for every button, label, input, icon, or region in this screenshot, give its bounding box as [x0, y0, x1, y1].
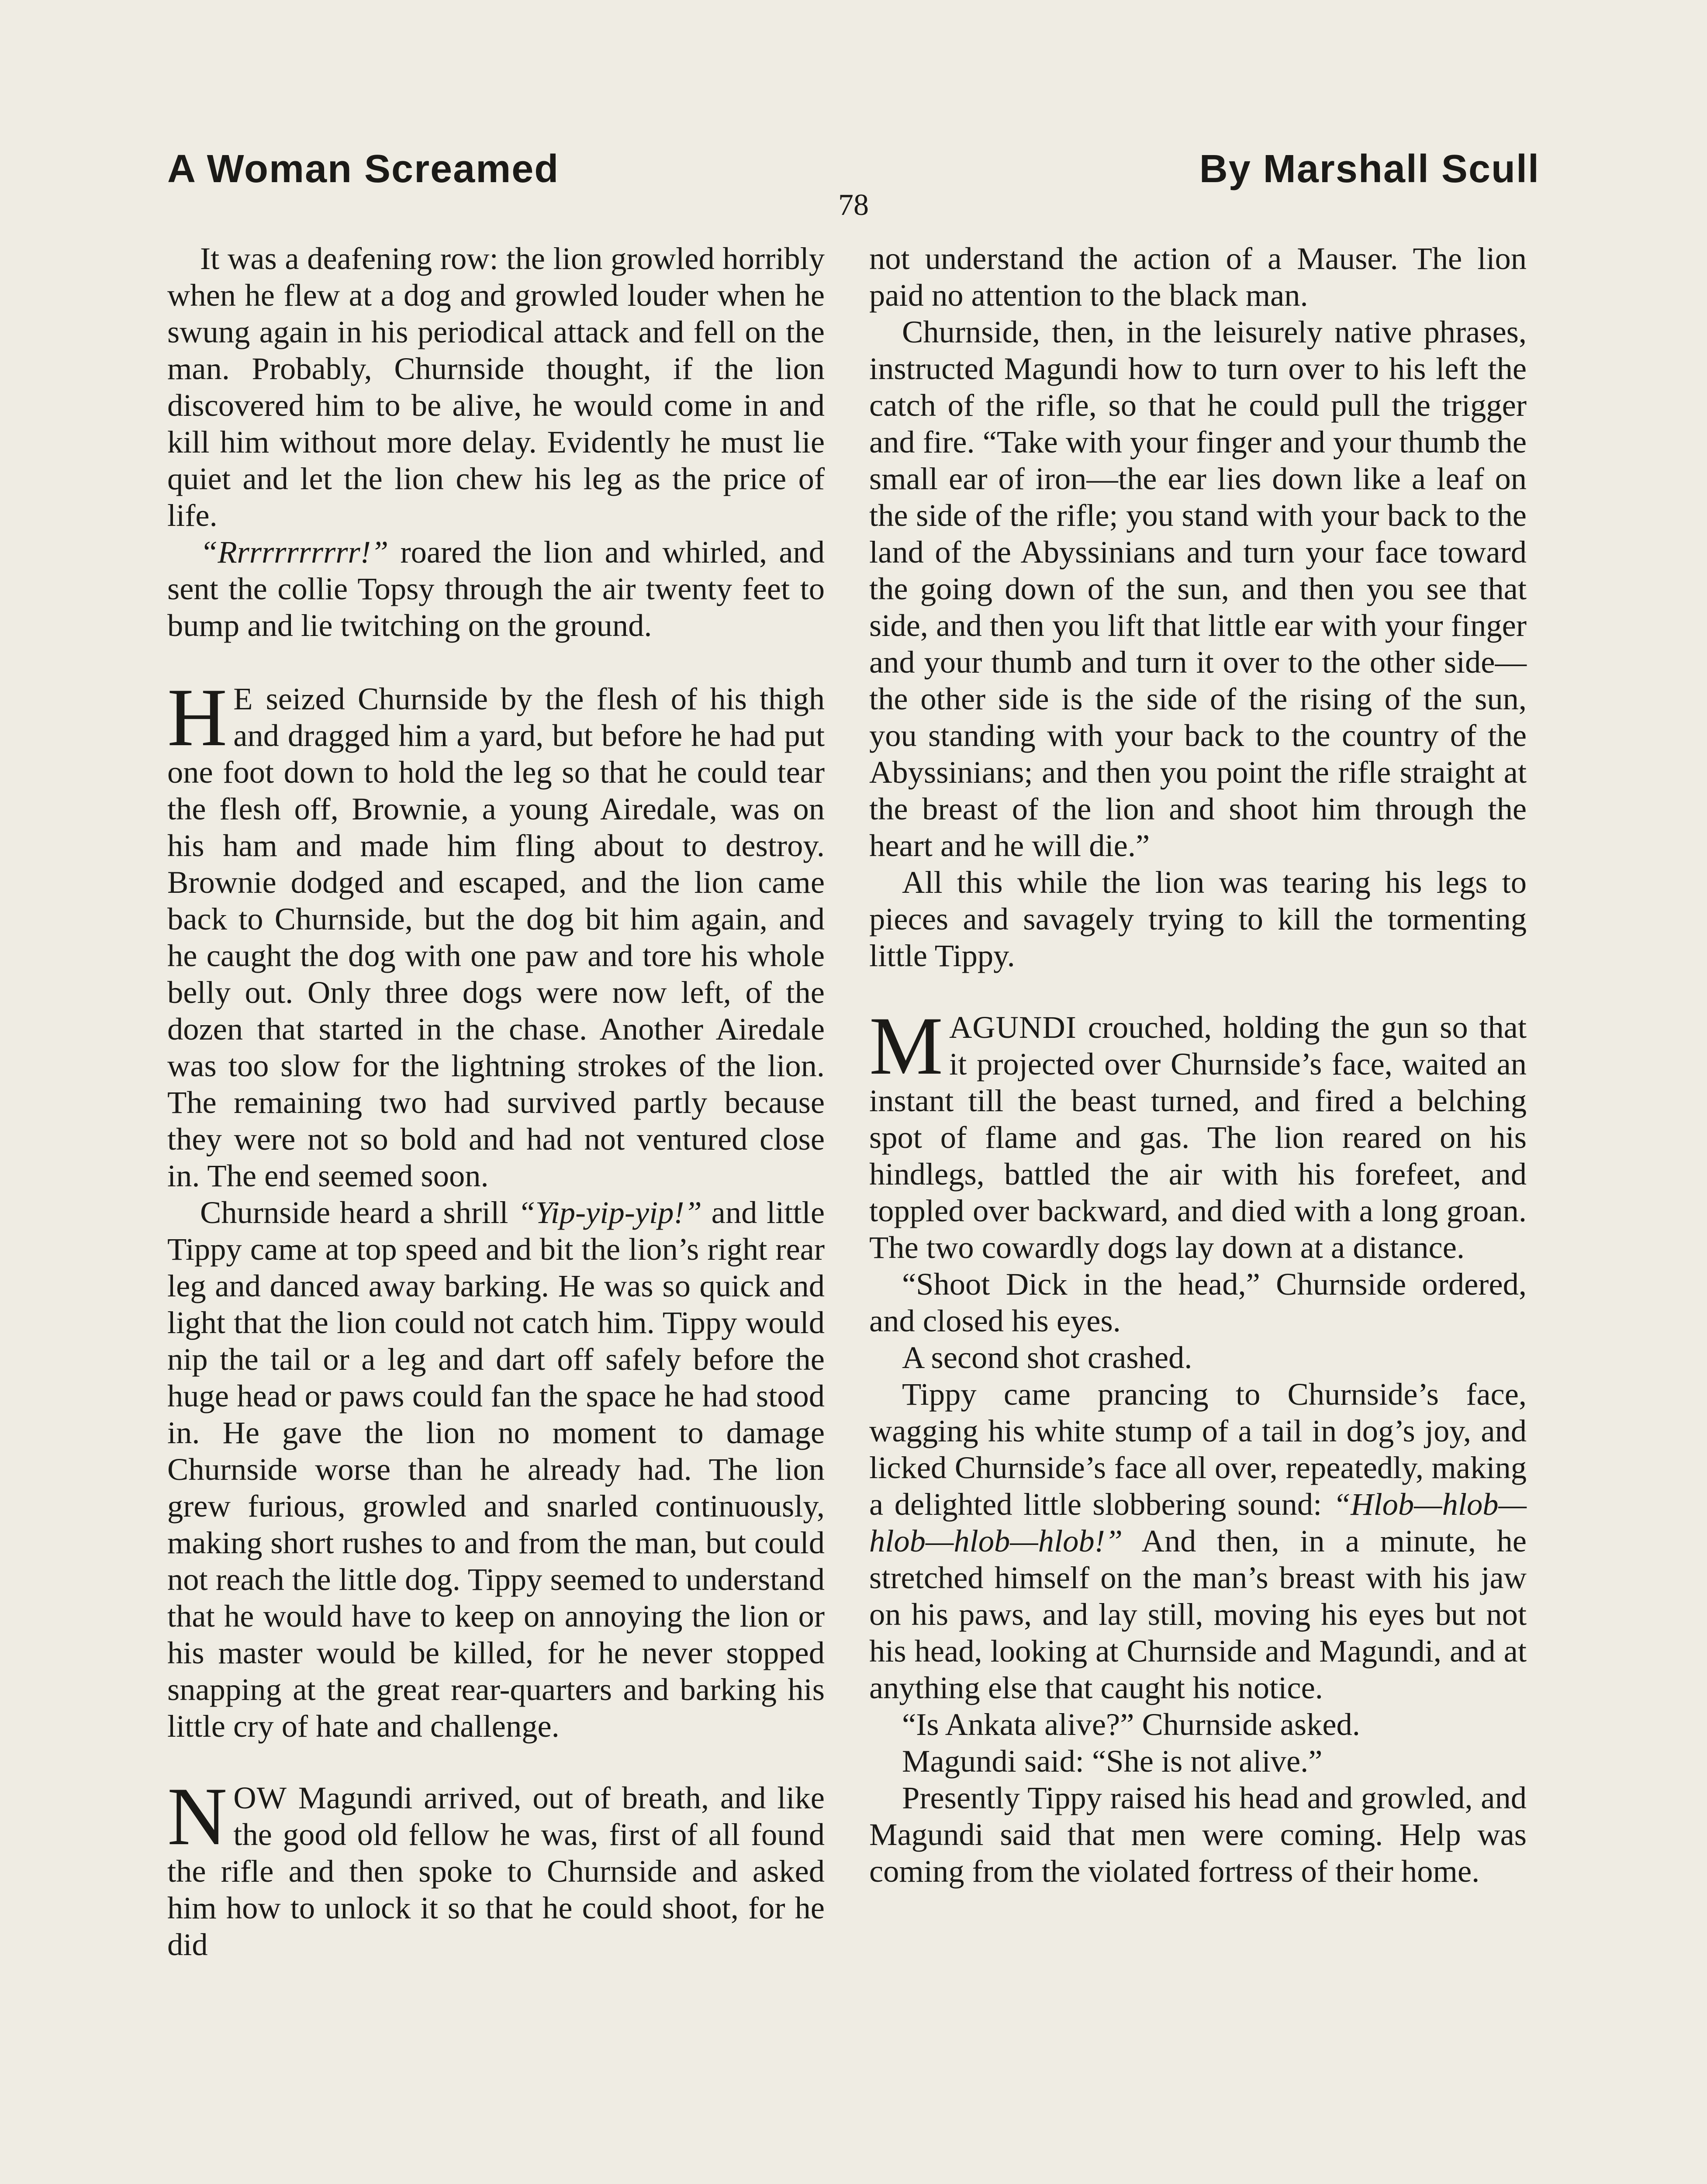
drop-cap: M	[869, 1000, 943, 1092]
lead-in: OW	[233, 1780, 287, 1815]
left-column	[167, 240, 825, 1963]
page-number: 78	[838, 188, 869, 222]
section-paragraph	[869, 1000, 1527, 1266]
right-column	[869, 240, 1527, 1890]
paragraph: Churnside, then, in the leisurely native phrases, instructed Magundi how to turn over to his left the catch of the rifle, so that he could pull the trigger and fire. “Take with your finger and your thumb the small ear of iron—the ear lies down like a leaf on the side of the rifle; you stand with your back to the land of the Abyssinians and turn your face toward the going down of the sun, and then you see that side, and then you lift that little ear with your finger and your thumb and turn it over to the other side—the other side is the side of the rising of the sun, you standing with your back to the country of the Abyssinians; and then you point the rifle straight at the breast of the lion and shoot him through the heart and he will die.”	[869, 314, 1527, 863]
paragraph: It was a deafening row: the lion growled horribly when he flew at a dog and growled louder when he swung again in his periodical attack and fell on the man. Probably, Churnside thought, if the lion discovered him to be alive, he would come in and kill him without more delay. Evidently he must lie quiet and let the lion chew his leg as the price of life.	[167, 241, 825, 533]
paragraph: not understand the action of a Mauser. The lion paid no attention to the black man.	[869, 241, 1527, 313]
paragraph-text: Tippy came prancing to Churnside’s face, wagging his white stump of a tail in dog’s joy, and licked Churnside’s face all over, repeatedly, making a delighted little slobbering sound:	[869, 1376, 1527, 1522]
paragraph-text: And then, in a minute, he stretched himself on the man’s breast with his jaw on his paws, and lay still, moving his eyes but not his head, looking at Churnside and Magundi, and at anything else that caught his notice.	[869, 1523, 1527, 1705]
paragraph-text: roared the lion and whirled, and sent the collie Topsy through the air twenty feet to bump and lie twitching on the ground.	[167, 534, 825, 643]
lion-roar: “Rrrrrrrrrrr!”	[200, 534, 389, 570]
paragraph: “Shoot Dick in the head,” Churnside ordered, and closed his eyes.	[869, 1266, 1527, 1338]
paragraph: Presently Tippy raised his head and growled, and Magundi said that men were coming. Help was coming from the violated fortress of their home.	[869, 1780, 1527, 1889]
author-byline: By Marshall Scull	[1199, 147, 1540, 191]
paragraph	[167, 534, 825, 644]
dog-bark: “Yip-yip-yip!”	[518, 1195, 702, 1230]
paragraph-text: Magundi arrived, out of breath, and like the good old fellow he was, first of all found the rifle and then spoke to Churnside and asked him how to unlock it so that he could shoot, for he did	[167, 1780, 825, 1962]
lead-in: AGUNDI	[949, 1009, 1077, 1045]
dog-sound: “Hlob—hlob—hlob—hlob—hlob!”	[869, 1486, 1527, 1559]
paragraph-text: and little Tippy came at top speed and bit the lion’s right rear leg and danced away barking. He was so quick and light that the lion could not catch him. Tippy would nip the tail or a leg and dart off safely before the huge head or paws could fan the space he had stood in. He gave the lion no moment to damage Churnside worse than he already had. The lion grew furious, growled and snarled continuously, making short rushes to and from the man, but could not reach the little dog. Tippy seemed to understand that he would have to keep on annoying the lion or his master would be killed, for he never stopped snapping at the great rear-quarters and barking his little cry of hate and challenge.	[167, 1195, 825, 1744]
lead-in: E	[233, 681, 253, 716]
section-paragraph	[167, 1771, 825, 1963]
paragraph-text: seized Churnside by the flesh of his thigh and dragged him a yard, but before he had put one foot down to hold the leg so that he could tear the flesh off, Brownie, a young Airedale, was on his ham and made him fling about to destroy. Brownie dodged and escaped, and the lion came back to Churnside, but the dog bit him again, and he caught the dog with one paw and tore his whole belly out. Only three dogs were now left, of the dozen that started in the chase. Another Airedale was too slow for the lightning strokes of the lion. The remaining two had survived partly because they were not so bold and had not ventured close in. The end seemed soon.	[167, 681, 825, 1193]
paragraph	[869, 1376, 1527, 1706]
paragraph-text: crouched, holding the gun so that it projected over Churnside’s face, waited an instant till the beast turned, and fired a belching spot of flame and gas. The lion reared on his hindlegs, battled the air with his forefeet, and toppled over backward, and died with a long groan. The two cowardly dogs lay down at a distance.	[869, 1009, 1527, 1265]
section-paragraph	[167, 672, 825, 1194]
paragraph: A second shot crashed.	[902, 1340, 1192, 1375]
paragraph: “Is Ankata alive?” Churnside asked.	[902, 1707, 1360, 1742]
paragraph: Magundi said: “She is not alive.”	[902, 1743, 1323, 1779]
paragraph	[167, 1194, 825, 1745]
drop-cap: H	[167, 672, 228, 764]
drop-cap: N	[167, 1771, 228, 1863]
paragraph: All this while the lion was tearing his legs to pieces and savagely trying to kill the tormenting little Tippy.	[869, 864, 1527, 973]
paragraph-text: Churnside heard a shrill	[200, 1195, 518, 1230]
story-title: A Woman Screamed	[167, 147, 560, 191]
